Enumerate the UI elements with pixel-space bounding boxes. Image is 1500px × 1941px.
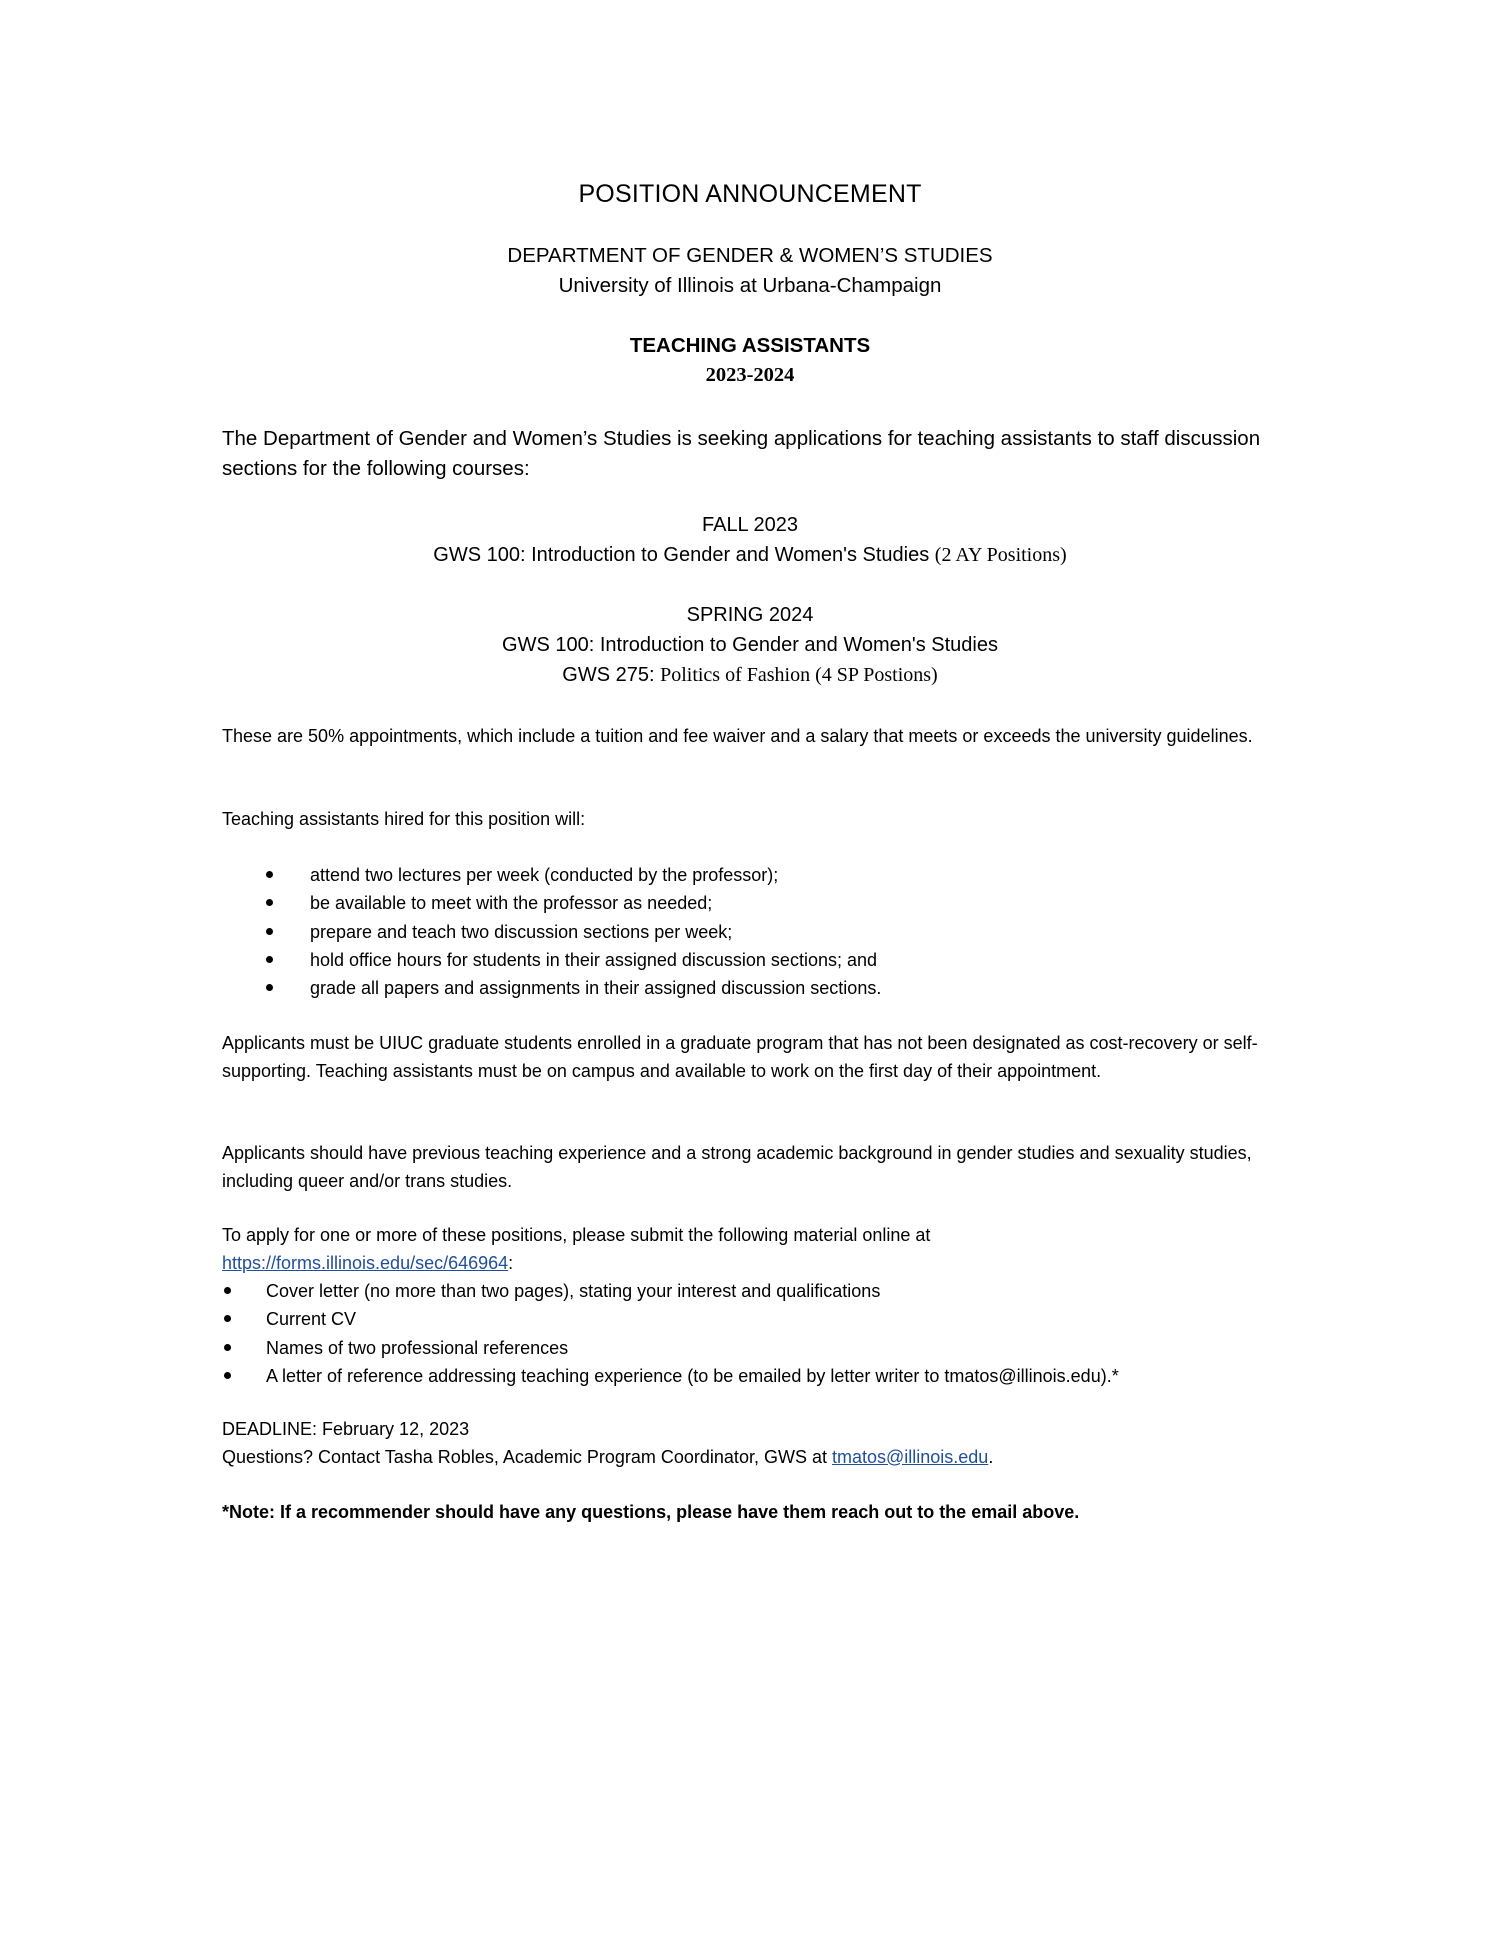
list-item: prepare and teach two discussion sections per week; xyxy=(222,918,1282,946)
spring-course-2-code: GWS 275: xyxy=(562,664,661,686)
bullet-icon xyxy=(266,899,273,906)
bullet-icon xyxy=(266,956,273,963)
announcement-title: POSITION ANNOUNCEMENT xyxy=(578,180,922,208)
bullet-icon xyxy=(224,1372,231,1379)
apply-paragraph: To apply for one or more of these positions, please submit the following material online at https://forms.illinois.edu/sec/646964: xyxy=(222,1225,931,1273)
qualifications-paragraph: Applicants should have previous teaching experience and a strong academic background in gender studies and sexuality studies, including queer and/or trans studies. xyxy=(222,1143,1252,1191)
list-item: hold office hours for students in their assigned discussion sections; and xyxy=(222,946,1282,974)
spring-course-2-title: Politics of Fashion (4 SP Postions) xyxy=(660,664,938,686)
apply-intro: To apply for one or more of these positions, please submit the following material online at xyxy=(222,1225,931,1245)
spring-term-heading: SPRING 2024 xyxy=(686,604,814,626)
spring-course-2 xyxy=(0,664,1500,687)
academic-years: 2023-2024 xyxy=(705,364,795,386)
university-name: University of Illinois at Urbana-Champaign xyxy=(558,274,942,297)
list-item: attend two lectures per week (conducted by the professor); xyxy=(222,861,1282,889)
bullet-icon xyxy=(224,1287,231,1294)
list-item: Current CV xyxy=(222,1305,1282,1333)
deadline-label: DEADLINE: xyxy=(222,1419,323,1439)
position-title: TEACHING ASSISTANTS xyxy=(629,334,871,357)
bullet-icon xyxy=(224,1344,231,1351)
bullet-icon xyxy=(266,984,273,991)
intro-paragraph: The Department of Gender and Women’s Studies is seeking applications for teaching assistants to staff discussion sections for the following courses: xyxy=(222,427,1261,480)
list-item: Names of two professional references xyxy=(222,1334,1282,1362)
bullet-icon xyxy=(266,928,273,935)
duties-intro: Teaching assistants hired for this position will: xyxy=(222,809,586,829)
list-item: be available to meet with the professor as needed; xyxy=(222,889,1282,917)
bullet-icon xyxy=(224,1315,231,1322)
appointment-paragraph: These are 50% appointments, which include a tuition and fee waiver and a salary that meets or exceeds the university guidelines. xyxy=(222,726,1253,746)
fall-term-heading: FALL 2023 xyxy=(701,514,798,536)
questions-text: Questions? Contact Tasha Robles, Academic Program Coordinator, GWS at xyxy=(222,1446,832,1467)
fall-course-line xyxy=(0,544,1500,567)
deadline-block: DEADLINE: February 12, 2023 Questions? Contact Tasha Robles, Academic Program Coordinator, GWS at tmatos@illinois.edu. xyxy=(222,1419,994,1467)
list-item: grade all papers and assignments in their assigned discussion sections. xyxy=(222,974,1282,1002)
list-item: A letter of reference addressing teaching experience (to be emailed by letter writer to tmatos@illinois.edu).* xyxy=(222,1362,1282,1390)
deadline-date: February 12, 2023 xyxy=(322,1419,470,1439)
fall-course-name: GWS 100: Introduction to Gender and Women's Studies xyxy=(433,544,930,566)
spring-course-1: GWS 100: Introduction to Gender and Women's Studies xyxy=(502,634,998,656)
bullet-icon xyxy=(266,871,273,878)
duties-list xyxy=(222,861,1282,1002)
contact-email-link[interactable]: tmatos@illinois.edu xyxy=(831,1446,989,1467)
list-item: Cover letter (no more than two pages), stating your interest and qualifications xyxy=(222,1277,1282,1305)
application-form-link[interactable]: https://forms.illinois.edu/sec/646964 xyxy=(222,1252,509,1273)
fall-course-positions: (2 AY Positions) xyxy=(934,544,1067,566)
materials-list xyxy=(222,1277,1282,1390)
recommender-note: *Note: If a recommender should have any questions, please have them reach out to the email above. xyxy=(222,1502,1080,1522)
department-name: DEPARTMENT OF GENDER & WOMEN’S STUDIES xyxy=(507,244,993,267)
eligibility-paragraph: Applicants must be UIUC graduate students enrolled in a graduate program that has not been designated as cost-recovery or self-supporting. Teaching assistants must be on campus and available to work on the first day of their appointment. xyxy=(222,1033,1258,1081)
